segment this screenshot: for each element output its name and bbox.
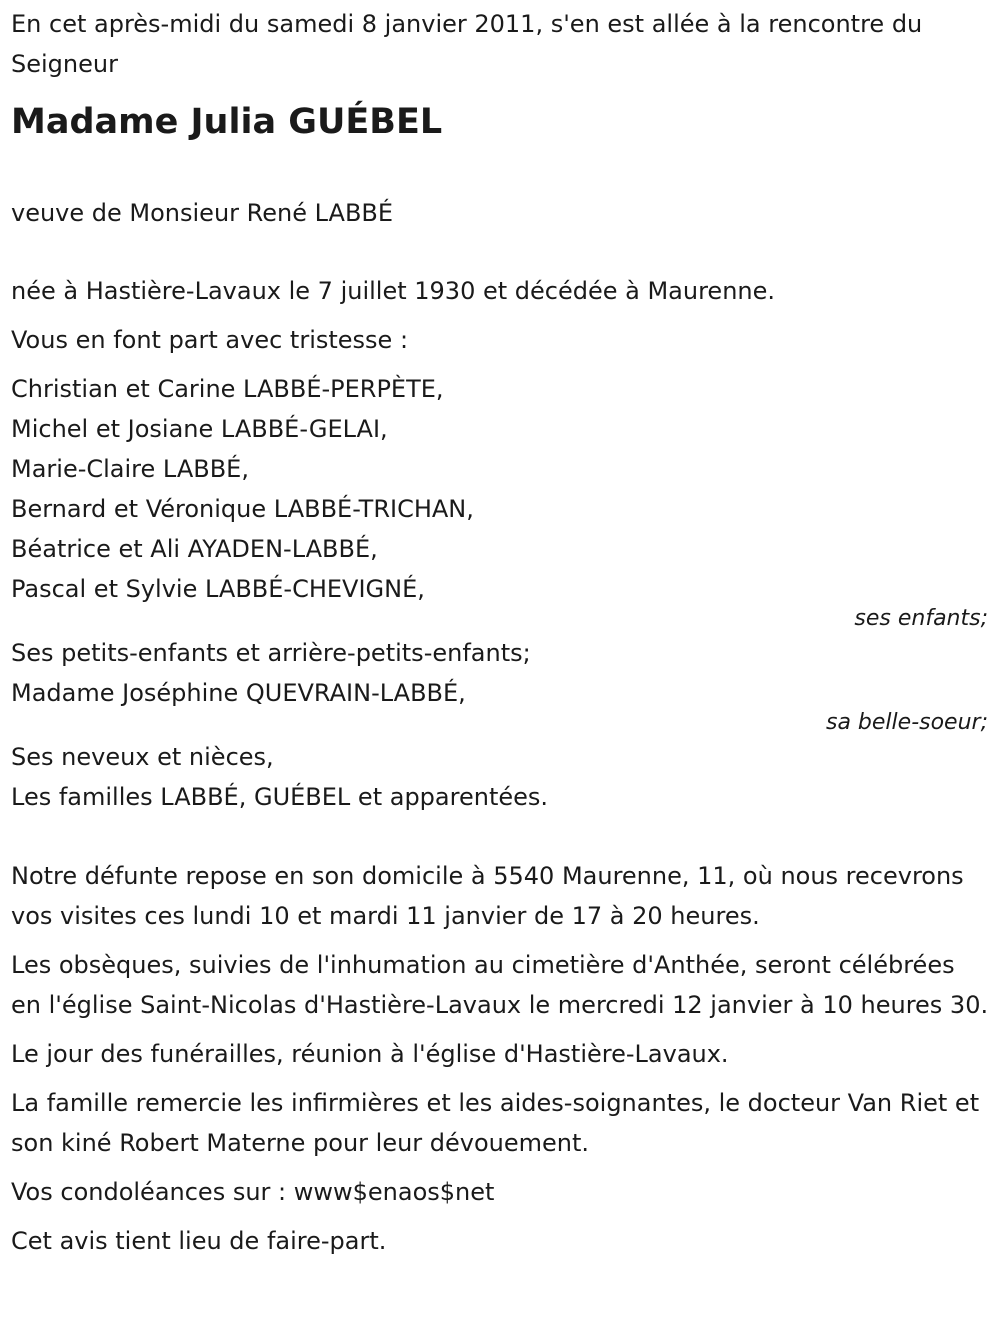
widow-text: veuve de Monsieur René LABBÉ [11, 199, 394, 227]
condolences-text: Vos condoléances sur : www$enaos$net [11, 1178, 495, 1206]
birth-death-text: née à Hastière-Lavaux le 7 juillet 1930 et décédée à Maurenne. [11, 277, 776, 305]
deceased-name: Madame Julia GUÉBEL [11, 102, 443, 142]
child-line: Marie-Claire LABBÉ, [11, 455, 249, 483]
nephews-line: Ses neveux et nièces, [11, 743, 274, 771]
child-line: Christian et Carine LABBÉ-PERPÈTE, [11, 375, 444, 403]
children-role: ses enfants; [854, 606, 988, 631]
child-line: Pascal et Sylvie LABBÉ-CHEVIGNÉ, [11, 575, 425, 603]
child-line: Béatrice et Ali AYADEN-LABBÉ, [11, 535, 378, 563]
sister-in-law-line: Madame Joséphine QUEVRAIN-LABBÉ, [11, 679, 466, 707]
announce-text: Vous en font part avec tristesse : [11, 326, 409, 354]
grandchildren-line: Ses petits-enfants et arrière-petits-enfants; [11, 639, 531, 667]
funeral-text: Les obsèques, suivies de l'inhumation au cimetière d'Anthée, seront célébrées en l'église Saint-Nicolas d'Hastière-Lavaux le mercredi 12 janvier à 10 heures 30. [11, 951, 989, 1019]
rest-text: Notre défunte repose en son domicile à 5540 Maurenne, 11, où nous recevrons vos visites ces lundi 10 et mardi 11 janvier de 17 à 20 heures. [11, 862, 964, 930]
thanks-text: La famille remercie les infirmières et les aides-soignantes, le docteur Van Riet et son kiné Robert Materne pour leur dévouement. [11, 1089, 980, 1157]
intro-text: En cet après-midi du samedi 8 janvier 2011, s'en est allée à la rencontre du Seigneur [11, 10, 923, 78]
relatives-list [11, 633, 989, 713]
meeting-text: Le jour des funérailles, réunion à l'église d'Hastière-Lavaux. [11, 1040, 729, 1068]
children-list [11, 369, 989, 609]
extended-family-list [11, 737, 989, 817]
sister-in-law-role: sa belle-soeur; [826, 710, 988, 735]
child-line: Bernard et Véronique LABBÉ-TRICHAN, [11, 495, 474, 523]
child-line: Michel et Josiane LABBÉ-GELAI, [11, 415, 388, 443]
families-line: Les familles LABBÉ, GUÉBEL et apparentées. [11, 783, 549, 811]
notice-text: Cet avis tient lieu de faire-part. [11, 1227, 387, 1255]
